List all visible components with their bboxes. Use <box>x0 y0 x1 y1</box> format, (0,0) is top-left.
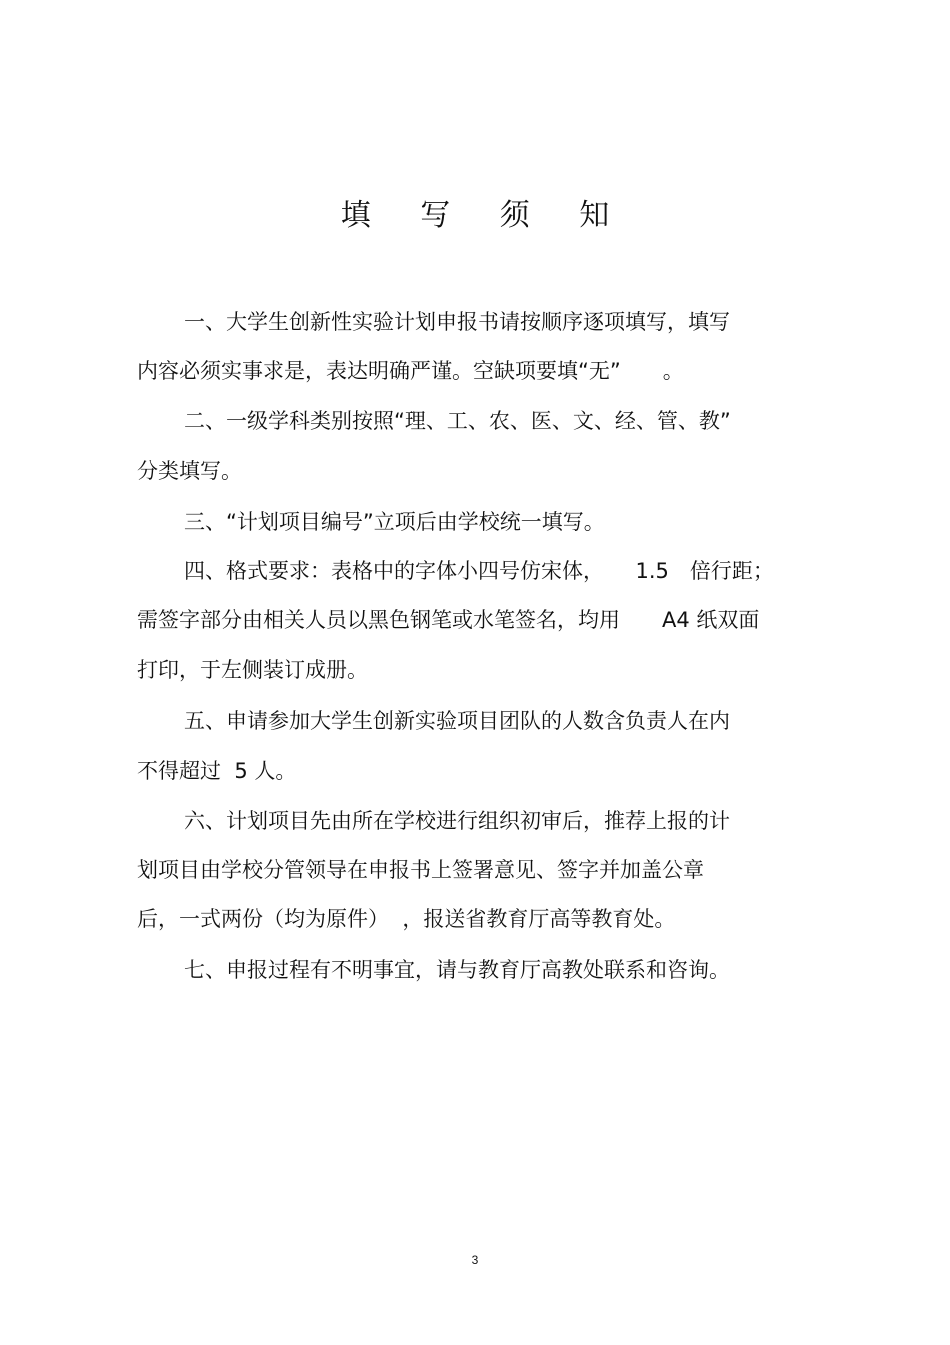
paragraph-5-line-1: 五、申请参加大学生创新实验项目团队的人数含负责人在内 <box>184 709 730 733</box>
paragraph-6-line-1: 六、计划项目先由所在学校进行组织初审后，推荐上报的计 <box>184 809 730 833</box>
paragraph-2-line-2: 分类填写。 <box>137 459 242 483</box>
paragraph-1-line-2: 内容必须实事求是，表达明确严谨。空缺项要填“无” 。 <box>137 359 684 383</box>
page-title: 填 写 须 知 <box>340 198 630 233</box>
paragraph-6-line-2: 划项目由学校分管领导在申报书上签署意见、签字并加盖公章 <box>137 858 704 882</box>
paragraph-3-line-1: 三、“计划项目编号”立项后由学校统一填写。 <box>184 510 605 534</box>
paragraph-2-line-1: 二、一级学科类别按照“理、工、农、医、文、经、管、教” <box>184 409 731 433</box>
paragraph-4-line-2: 需签字部分由相关人员以黑色钢笔或水笔签名，均用 A4 纸双面 <box>137 608 760 632</box>
page-number: 3 <box>471 1253 479 1267</box>
paragraph-5-line-2: 不得超过 5 人。 <box>137 759 297 783</box>
paragraph-1-line-1: 一、大学生创新性实验计划申报书请按顺序逐项填写，填写 <box>184 310 730 334</box>
paragraph-7-line-1: 七、申报过程有不明事宜，请与教育厅高教处联系和咨询。 <box>184 958 730 982</box>
paragraph-6-line-3: 后，一式两份（均为原件） ，报送省教育厅高等教育处。 <box>137 907 676 931</box>
paragraph-4-line-1: 四、格式要求：表格中的字体小四号仿宋体， 1.5 倍行距； <box>184 559 774 583</box>
paragraph-4-line-3: 打印，于左侧装订成册。 <box>137 658 368 682</box>
